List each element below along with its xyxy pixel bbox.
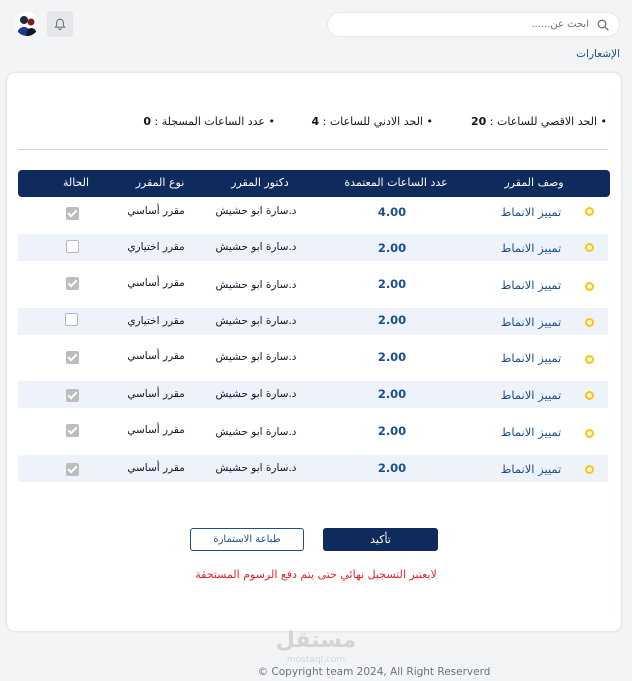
status-dot: [585, 355, 594, 364]
status-dot: [585, 207, 594, 216]
course-doctor: د.سارة ابو حشيش: [215, 351, 297, 363]
search-input[interactable]: [359, 19, 589, 30]
course-checkbox[interactable]: [66, 424, 79, 437]
status-dot: [585, 282, 594, 291]
user-avatar-icon: [15, 12, 39, 36]
table-header: [18, 170, 610, 197]
th-course-type: نوع المقرر: [135, 176, 185, 189]
mostaql-logo: مستقل: [275, 628, 357, 653]
course-name: تمييز الانماط: [500, 425, 562, 439]
course-doctor: د.سارة ابو حشيش: [215, 205, 297, 217]
course-type: مقرر أساسي: [127, 424, 185, 436]
table-row: [18, 455, 608, 482]
credit-hours: 4.00: [377, 205, 407, 219]
user-avatar[interactable]: [15, 12, 39, 36]
status-dot: [585, 429, 594, 438]
course-type: مقرر أساسي: [127, 205, 185, 217]
course-name: تمييز الانماط: [500, 205, 562, 219]
course-type: مقرر أساسي: [127, 462, 185, 474]
top-bar: [0, 0, 632, 48]
table-row: [18, 234, 608, 261]
course-name: تمييز الانماط: [500, 278, 562, 292]
mostaql-logo-sub: mostaql.com: [286, 655, 346, 665]
course-type: مقرر اختياري: [127, 315, 185, 327]
course-type: مقرر أساسي: [127, 350, 185, 362]
credit-hours: 2.00: [377, 277, 407, 291]
table-row: [18, 308, 608, 335]
course-name: تمييز الانماط: [500, 315, 562, 329]
course-checkbox[interactable]: [66, 207, 79, 220]
course-checkbox[interactable]: [66, 277, 79, 290]
search-icon: [597, 19, 609, 31]
course-doctor: د.سارة ابو حشيش: [215, 315, 297, 327]
course-checkbox[interactable]: [66, 463, 79, 476]
course-name: تمييز الانماط: [500, 388, 562, 402]
table-row: [18, 344, 608, 371]
status-dot: [585, 391, 594, 400]
status-dot: [585, 465, 594, 474]
confirm-button[interactable]: تأكيد: [323, 528, 438, 551]
stat-min-label: الحد الادني للساعات :: [322, 115, 423, 128]
course-type: مقرر اختياري: [127, 241, 185, 253]
status-dot: [585, 318, 594, 327]
breadcrumb-notifications[interactable]: الإشعارات: [576, 48, 620, 60]
payment-warning: لايعتبر التسجيل نهائي حتى يتم دفع الرسوم المستحقة: [195, 568, 437, 581]
table-row: [18, 198, 608, 225]
th-doctor: دكتور المقرر: [231, 176, 289, 189]
credit-hours: 2.00: [377, 313, 407, 327]
course-doctor: د.سارة ابو حشيش: [215, 462, 297, 474]
stat-reg-label: عدد الساعات المسجلة :: [154, 115, 265, 128]
stat-min-hours: • الحد الادني للساعات : 4: [311, 115, 433, 128]
stat-max-hours: • الحد الاقصي للساعات : 20: [470, 115, 607, 128]
print-form-button[interactable]: طباعة الاستمارة: [190, 528, 304, 551]
stat-max-label: الحد الاقصي للساعات :: [489, 115, 597, 128]
hours-stats: [0, 115, 632, 133]
search-box[interactable]: [327, 12, 620, 37]
table-row: [18, 418, 608, 445]
credit-hours: 2.00: [377, 350, 407, 364]
stat-registered-hours: • عدد الساعات المسجلة : 0: [143, 115, 275, 128]
credit-hours: 2.00: [377, 461, 407, 475]
course-checkbox[interactable]: [65, 313, 78, 326]
course-checkbox[interactable]: [66, 240, 79, 253]
course-name: تمييز الانماط: [500, 462, 562, 476]
stat-max-value: 20: [470, 115, 487, 128]
course-type: مقرر أساسي: [127, 277, 185, 289]
stat-reg-value: 0: [143, 115, 151, 128]
course-name: تمييز الانماط: [500, 351, 562, 365]
course-name: تمييز الانماط: [500, 241, 562, 255]
credit-hours: 2.00: [377, 387, 407, 401]
th-course-name: وصف المقرر: [504, 176, 564, 189]
course-checkbox[interactable]: [66, 351, 79, 364]
copyright-text: © Copyright team 2024, All Right Reserverd: [257, 666, 491, 678]
table-row: [18, 381, 608, 408]
divider: [18, 149, 608, 150]
credit-hours: 2.00: [377, 424, 407, 438]
bell-icon: [54, 18, 66, 31]
credit-hours: 2.00: [377, 241, 407, 255]
status-dot: [585, 243, 594, 252]
course-doctor: د.سارة ابو حشيش: [215, 426, 297, 438]
notifications-button[interactable]: [47, 11, 73, 37]
table-row: [18, 271, 608, 298]
th-status: الحالة: [62, 176, 90, 189]
course-doctor: د.سارة ابو حشيش: [215, 388, 297, 400]
course-doctor: د.سارة ابو حشيش: [215, 241, 297, 253]
stat-min-value: 4: [311, 115, 320, 128]
course-type: مقرر أساسي: [127, 388, 185, 400]
course-checkbox[interactable]: [66, 389, 79, 402]
th-credit-hours: عدد الساعات المعتمدة: [344, 176, 448, 189]
course-doctor: د.سارة ابو حشيش: [215, 279, 297, 291]
